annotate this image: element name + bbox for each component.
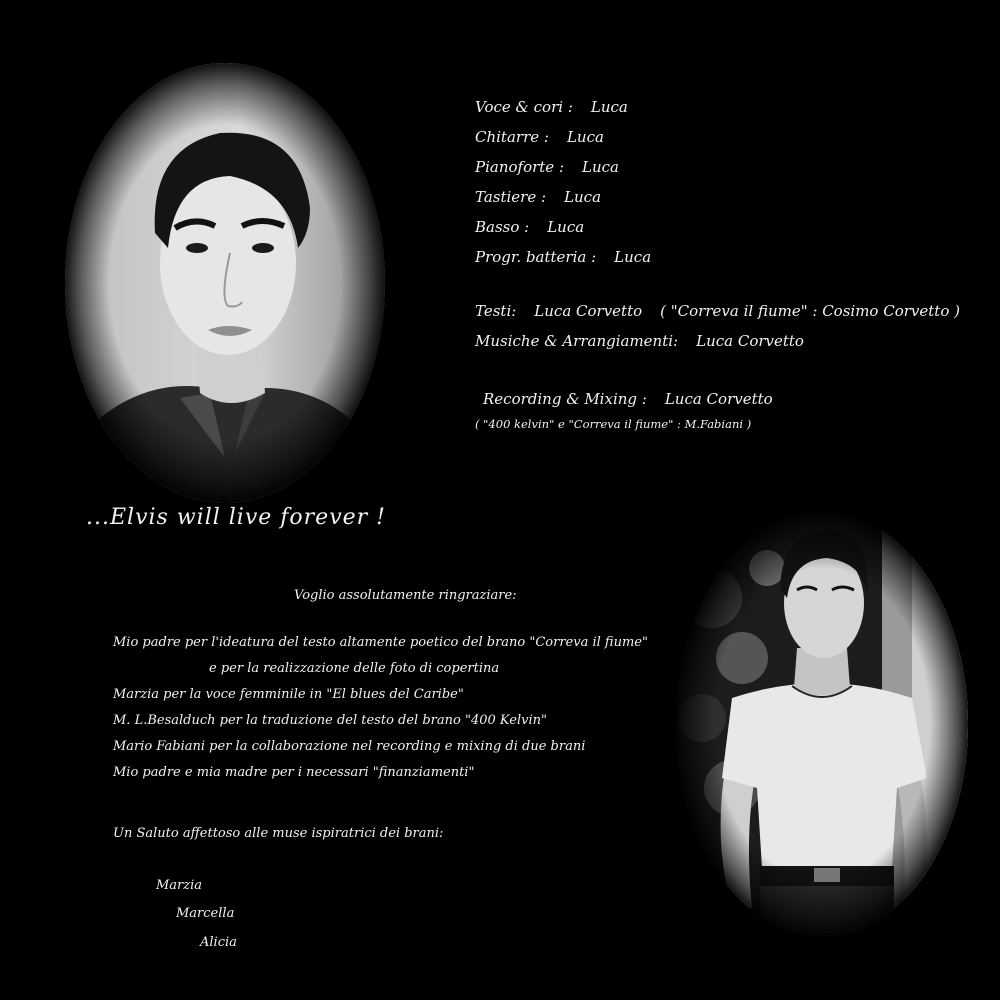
muses-title: Un Saluto affettoso alle muse ispiratrici dei brani: [113, 826, 444, 841]
credit-note: ( "Correva il fiume" : Cosimo Corvetto ) [660, 302, 960, 320]
credit-note-recording: ( "400 kelvin" e "Correva il fiume" : M.Fabiani ) [475, 417, 752, 431]
credit-row-guitars [475, 122, 980, 152]
credits-block [475, 92, 980, 432]
credit-row-music [475, 326, 980, 356]
credit-row-vocals [475, 92, 980, 122]
credit-row-lyrics [475, 296, 980, 326]
portrait-photo-top [60, 58, 390, 508]
thanks-line: M. L.Besalduch per la traduzione del testo del brano "400 Kelvin" [113, 713, 547, 728]
thanks-line: e per la realizzazione delle foto di copertina [209, 661, 500, 676]
thanks-line: Mario Fabiani per la collaborazione nel recording e mixing di due brani [113, 739, 586, 754]
credit-name: Luca [566, 128, 604, 146]
credit-row-piano [475, 152, 980, 182]
credit-name: Luca [547, 218, 585, 236]
credit-name: Luca Corvetto [534, 302, 643, 320]
credit-name: Luca [590, 98, 628, 116]
credit-role: Chitarre : [475, 128, 549, 146]
muse-name: Marzia [156, 878, 203, 893]
credit-role: Progr. batteria : [475, 248, 597, 266]
credit-role: Pianoforte : [475, 158, 565, 176]
tagline: ...Elvis will live forever ! [86, 505, 386, 530]
credit-name: Luca [614, 248, 652, 266]
credit-row-recording [475, 384, 980, 414]
thanks-list [113, 630, 673, 786]
credit-name: Luca [582, 158, 619, 176]
muse-name: Marcella [176, 906, 235, 921]
thanks-line: Mio padre e mia madre per i necessari "finanziamenti" [113, 765, 475, 780]
credit-row-keyboards [475, 182, 980, 212]
credit-role: Musiche & Arrangiamenti: [475, 332, 679, 350]
credit-role: Basso : [475, 218, 530, 236]
credit-row-drums [475, 242, 980, 272]
credit-name: Luca Corvetto [696, 332, 804, 350]
credit-row-bass [475, 212, 980, 242]
thanks-line: Mio padre per l'ideatura del testo altamente poetico del brano "Correva il fiume" [113, 635, 648, 650]
credit-role: Tastiere : [475, 188, 547, 206]
credit-role: Testi: [475, 302, 517, 320]
thanks-title: Voglio assolutamente ringraziare: [294, 588, 517, 603]
credit-name: Luca Corvetto [664, 390, 773, 408]
muse-name: Alicia [200, 935, 237, 950]
credit-role: Voce & cori : [475, 98, 573, 116]
credit-role: Recording & Mixing : [483, 390, 647, 408]
credit-name: Luca [564, 188, 602, 206]
thanks-line: Marzia per la voce femminile in "El blues del Caribe" [113, 687, 464, 702]
portrait-photo-bottom [672, 508, 972, 940]
